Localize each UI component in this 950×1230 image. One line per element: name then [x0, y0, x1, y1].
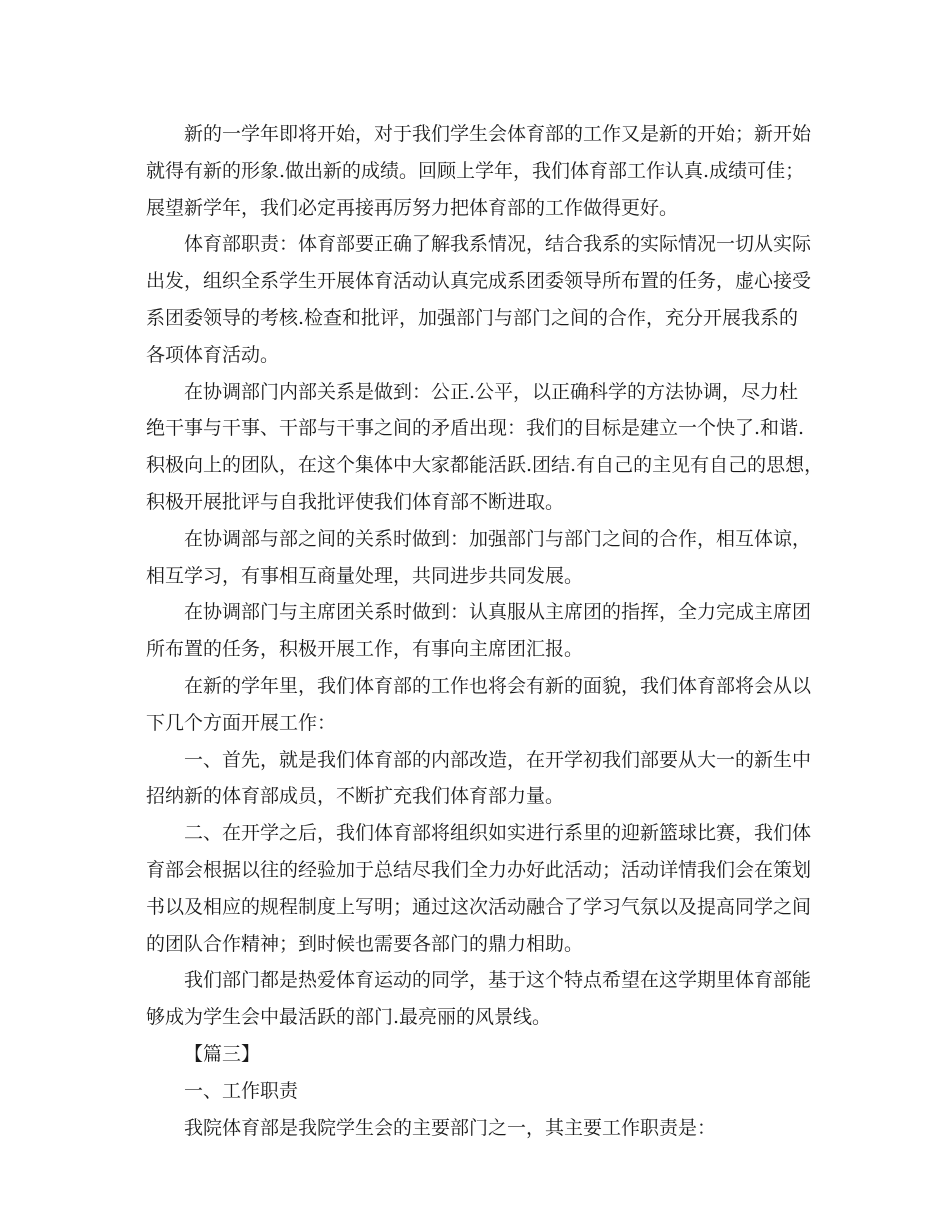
text-line: 我们部门都是热爱体育运动的同学，基于这个特点希望在这学期里体育部能: [184, 969, 812, 992]
text-line: 下几个方面开展工作：: [146, 711, 337, 734]
text-line: 所布置的任务，积极开展工作，有事向主席团汇报。: [146, 638, 584, 661]
text-line: 在新的学年里，我们体育部的工作也将会有新的面貌，我们体育部将会从以: [184, 674, 812, 697]
text-line: 新的一学年即将开始，对于我们学生会体育部的工作又是新的开始；新开始: [184, 123, 812, 145]
text-line: 在协调部门内部关系是做到：公正.公平，以正确科学的方法协调，尽力杜: [184, 380, 799, 403]
text-line: 积极向上的团队，在这个集体中大家都能活跃.团结.有自己的主见有自己的思想，: [146, 454, 824, 477]
text-line: 二、在开学之后，我们体育部将组织如实进行系里的迎新篮球比赛，我们体: [184, 822, 812, 845]
text-line: 招纳新的体育部成员，不断扩充我们体育部力量。: [146, 785, 565, 808]
text-line: 各项体育活动。: [146, 343, 280, 366]
section-heading: 【篇三】: [184, 1042, 261, 1065]
text-line: 在协调部与部之间的关系时做到：加强部门与部门之间的合作，相互体谅，: [184, 527, 812, 550]
subsection-heading: 一、工作职责: [184, 1079, 299, 1102]
text-line: 积极开展批评与自我批评使我们体育部不断进取。: [146, 490, 565, 513]
text-line: 一、首先，就是我们体育部的内部改造，在开学初我们部要从大一的新生中: [184, 748, 812, 771]
document-body: [146, 116, 826, 1146]
text-line: 展望新学年，我们必定再接再厉努力把体育部的工作做得更好。: [146, 196, 679, 219]
text-line: 系团委领导的考核.检查和批评，加强部门与部门之间的合作，充分开展我系的: [146, 306, 799, 329]
text-line: 相互学习，有事相互商量处理，共同进步共同发展。: [146, 564, 584, 587]
text-line: 书以及相应的规程制度上写明；通过这次活动融合了学习气氛以及提高同学之间: [146, 895, 812, 918]
text-line: 就得有新的形象.做出新的成绩。回顾上学年，我们体育部工作认真.成绩可佳；: [146, 159, 805, 182]
text-line: 在协调部门与主席团关系时做到：认真服从主席团的指挥，全力完成主席团: [184, 601, 812, 624]
text-line: 够成为学生会中最活跃的部门.最亮丽的风景线。: [146, 1006, 552, 1029]
text-line: 出发，组织全系学生开展体育活动认真完成系团委领导所布置的任务，虚心接受: [146, 270, 812, 293]
text-line: 我院体育部是我院学生会的主要部门之一，其主要工作职责是：: [184, 1116, 717, 1139]
text-line: 体育部职责：体育部要正确了解我系情况，结合我系的实际情况一切从实际: [184, 233, 812, 256]
text-line: 的团队合作精神；到时候也需要各部门的鼎力相助。: [146, 932, 584, 955]
text-line: 育部会根据以往的经验加于总结尽我们全力办好此活动；活动详情我们会在策划: [146, 858, 812, 881]
text-line: 绝干事与干事、干部与干事之间的矛盾出现：我们的目标是建立一个快了.和谐.: [146, 417, 805, 440]
